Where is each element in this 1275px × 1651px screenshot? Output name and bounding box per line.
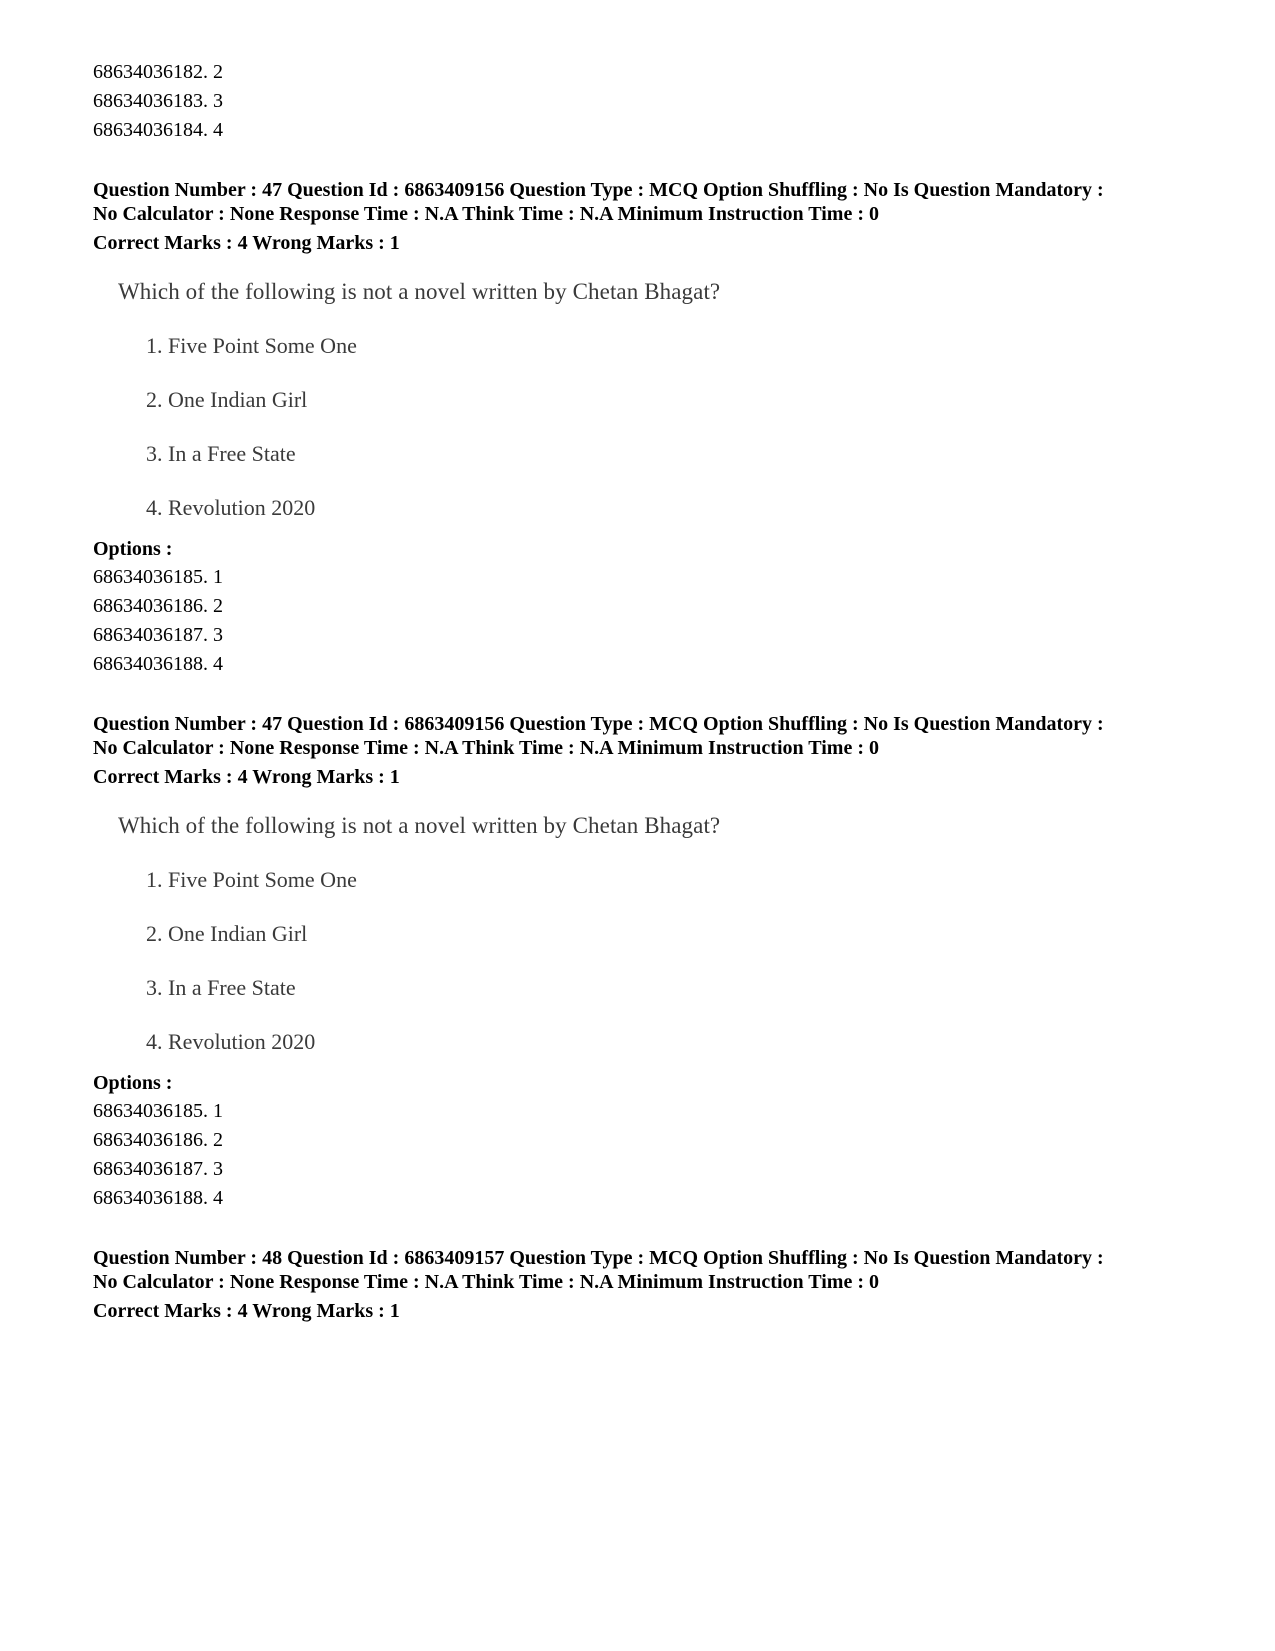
question-header-line-1: Question Number : 47 Question Id : 6863409156 Question Type : MCQ Option Shuffling : No Is Question Mandatory : <box>93 713 1104 735</box>
question-body <box>118 277 818 523</box>
question-header <box>93 178 1193 255</box>
option-line: 68634036183. 3 <box>93 90 223 112</box>
previous-options-list <box>93 58 1193 145</box>
options-title: Options : <box>93 1072 173 1094</box>
question-header-line-1: Question Number : 47 Question Id : 6863409156 Question Type : MCQ Option Shuffling : No Is Question Mandatory : <box>93 179 1104 201</box>
question-choice: 3. In a Free State <box>146 975 296 1000</box>
option-line: 68634036184. 4 <box>93 119 223 141</box>
question-marks: Correct Marks : 4 Wrong Marks : 1 <box>93 766 400 788</box>
option-line: 68634036188. 4 <box>93 653 223 675</box>
question-choice: 1. Five Point Some One <box>146 867 357 892</box>
question-header <box>93 712 1193 789</box>
option-line: 68634036185. 1 <box>93 566 223 588</box>
options-section <box>93 1069 1193 1213</box>
question-choice: 4. Revolution 2020 <box>146 495 316 520</box>
option-line: 68634036185. 1 <box>93 1100 223 1122</box>
question-header-line-2: No Calculator : None Response Time : N.A Think Time : N.A Minimum Instruction Time : 0 <box>93 1271 879 1293</box>
option-line: 68634036188. 4 <box>93 1187 223 1209</box>
options-section <box>93 535 1193 679</box>
question-choice: 4. Revolution 2020 <box>146 1029 316 1054</box>
option-line: 68634036186. 2 <box>93 595 223 617</box>
question-choice: 2. One Indian Girl <box>146 921 308 946</box>
question-text: Which of the following is not a novel written by Chetan Bhagat? <box>118 813 721 838</box>
question-header <box>93 1246 1193 1323</box>
question-choice: 3. In a Free State <box>146 441 296 466</box>
option-line: 68634036187. 3 <box>93 624 223 646</box>
question-marks: Correct Marks : 4 Wrong Marks : 1 <box>93 1300 400 1322</box>
question-marks: Correct Marks : 4 Wrong Marks : 1 <box>93 232 400 254</box>
option-line: 68634036182. 2 <box>93 61 223 83</box>
option-line: 68634036187. 3 <box>93 1158 223 1180</box>
question-header-line-2: No Calculator : None Response Time : N.A Think Time : N.A Minimum Instruction Time : 0 <box>93 737 879 759</box>
question-choice: 2. One Indian Girl <box>146 387 308 412</box>
question-header-line-1: Question Number : 48 Question Id : 6863409157 Question Type : MCQ Option Shuffling : No Is Question Mandatory : <box>93 1247 1104 1269</box>
question-body <box>118 811 818 1057</box>
option-line: 68634036186. 2 <box>93 1129 223 1151</box>
question-header-line-2: No Calculator : None Response Time : N.A Think Time : N.A Minimum Instruction Time : 0 <box>93 203 879 225</box>
options-title: Options : <box>93 538 173 560</box>
question-text: Which of the following is not a novel written by Chetan Bhagat? <box>118 279 721 304</box>
question-choice: 1. Five Point Some One <box>146 333 357 358</box>
